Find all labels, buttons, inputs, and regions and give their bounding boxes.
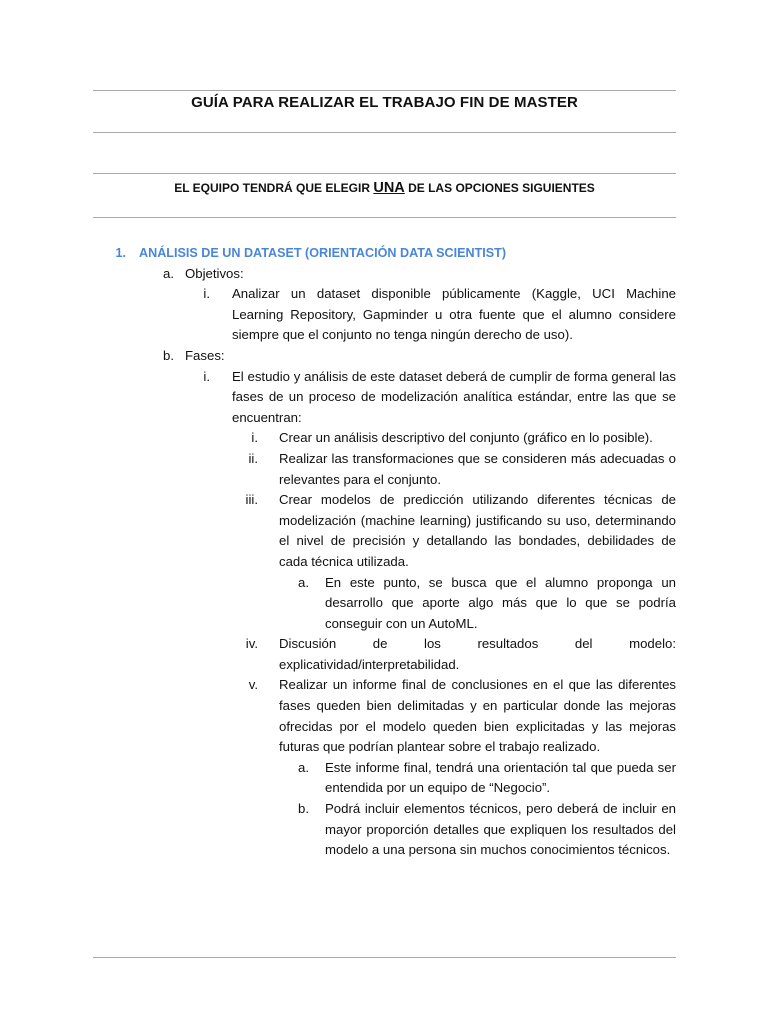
section-title: ANÁLISIS DE UN DATASET (ORIENTACIÓN DATA SCIENTIST) <box>139 246 507 260</box>
list-text: Discusión de los resultados del modelo: explicatividad/interpretabilidad. <box>279 636 676 672</box>
list-marker: i. <box>203 368 210 384</box>
list-item-objetivos <box>0 264 768 285</box>
rule-above-subtitle <box>93 173 676 174</box>
list-item <box>0 367 768 429</box>
list-marker: i. <box>251 430 258 446</box>
list-label: Objetivos: <box>185 265 244 281</box>
rule-bottom <box>93 957 676 958</box>
list-marker: iii. <box>245 492 258 508</box>
list-item <box>0 634 768 675</box>
list-item <box>0 758 768 799</box>
list-item <box>0 490 768 572</box>
document-body <box>0 243 768 861</box>
list-marker: b. <box>298 801 309 817</box>
subtitle-after: DE LAS OPCIONES SIGUIENTES <box>404 181 595 195</box>
list-text: En este punto, se busca que el alumno proponga un desarrollo que aporte algo más que lo que se podría conseguir con un AutoML. <box>325 574 676 631</box>
list-marker: i. <box>203 286 210 302</box>
rule-top <box>93 90 676 91</box>
list-marker: a. <box>298 574 309 590</box>
list-marker: iv. <box>245 636 258 652</box>
list-text: Analizar un dataset disponible públicamente (Kaggle, UCI Machine Learning Repository, Gapminder u otra fuente que el alumno considere siempre que el conjunto no tenga ningún derecho de uso). <box>232 286 676 343</box>
rule-under-subtitle <box>93 217 676 218</box>
subtitle <box>93 180 676 196</box>
list-item-fases <box>0 346 768 367</box>
section-heading <box>0 243 768 264</box>
list-text: El estudio y análisis de este dataset deberá de cumplir de forma general las fases de un proceso de modelización analítica estándar, entre las que se encuentran: <box>232 368 676 425</box>
list-text: Este informe final, tendrá una orientación tal que pueda ser entendida por un equipo de “Negocio”. <box>325 759 676 796</box>
list-label: Fases: <box>185 347 225 363</box>
subtitle-emphasis: UNA <box>373 180 405 196</box>
list-text: Podrá incluir elementos técnicos, pero deberá de incluir en mayor proporción detalles que expliquen los resultados del modelo a una persona sin muchos conocimientos técnicos. <box>325 801 676 858</box>
list-marker: b. <box>163 347 174 363</box>
list-marker: a. <box>163 265 174 281</box>
list-marker: a. <box>298 759 309 775</box>
list-marker: ii. <box>248 450 258 466</box>
list-text: Crear un análisis descriptivo del conjunto (gráfico en lo posible). <box>279 430 653 446</box>
list-item <box>0 284 768 346</box>
list-item <box>0 675 768 757</box>
list-text: Crear modelos de predicción utilizando diferentes técnicas de modelización (machine learning) justificando su uso, determinando el nivel de precisión y detallando las bondades, debilidades de cada técnica utilizada. <box>279 492 676 569</box>
list-item <box>0 573 768 635</box>
subtitle-before: EL EQUIPO TENDRÁ QUE ELEGIR <box>174 181 374 195</box>
list-item <box>0 428 768 449</box>
list-item <box>0 799 768 861</box>
list-text: Realizar un informe final de conclusiones en el que las diferentes fases queden bien delimitadas y en particular donde las mejoras ofrecidas por el modelo queden bien explicitadas y las mejoras futuras que podrían plantear sobre el trabajo realizado. <box>279 677 676 755</box>
section-number: 1. <box>115 246 126 260</box>
page-title: GUÍA PARA REALIZAR EL TRABAJO FIN DE MASTER <box>191 94 578 111</box>
list-text: Realizar las transformaciones que se consideren más adecuadas o relevantes para el conjunto. <box>279 450 676 487</box>
list-item <box>0 449 768 490</box>
list-marker: v. <box>248 677 258 693</box>
rule-under-title <box>93 132 676 133</box>
